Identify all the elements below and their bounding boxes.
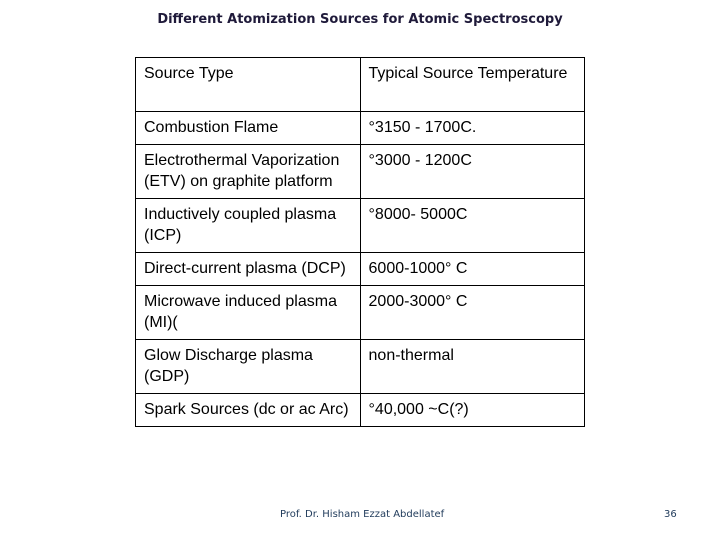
temperature-cell: °40,000 ~C(?) [360, 394, 584, 427]
page-number: 36 [664, 509, 677, 520]
source-type-cell: Direct-current plasma (DCP) [136, 253, 361, 286]
slide-footer-author: Prof. Dr. Hisham Ezzat Abdellatef [280, 509, 445, 520]
temperature-cell: °3000 - 1200C [360, 145, 584, 199]
source-type-cell: Electrothermal Vaporization (ETV) on graphite platform [136, 145, 361, 199]
temperature-cell: 6000-1000° C [360, 253, 584, 286]
source-type-cell: Combustion Flame [136, 112, 361, 145]
table-row [136, 253, 585, 286]
header-source-type: Source Type [136, 58, 361, 112]
table-row [136, 340, 585, 394]
temperature-cell: 2000-3000° C [360, 286, 584, 340]
table-row [136, 199, 585, 253]
table-row [136, 394, 585, 427]
temperature-cell: °8000- 5000C [360, 199, 584, 253]
temperature-cell: °3150 - 1700C. [360, 112, 584, 145]
slide-title: Different Atomization Sources for Atomic Spectroscopy [157, 12, 563, 27]
table-row [136, 112, 585, 145]
source-type-cell: Inductively coupled plasma (ICP) [136, 199, 361, 253]
table-row [136, 145, 585, 199]
source-type-cell: Glow Discharge plasma (GDP) [136, 340, 361, 394]
table-row [136, 286, 585, 340]
temperature-cell: non-thermal [360, 340, 584, 394]
atomization-sources-table [135, 57, 585, 427]
source-type-cell: Spark Sources (dc or ac Arc) [136, 394, 361, 427]
table-header-row [136, 58, 585, 112]
source-type-cell: Microwave induced plasma (MI)( [136, 286, 361, 340]
header-typical-temperature: Typical Source Temperature [360, 58, 584, 112]
